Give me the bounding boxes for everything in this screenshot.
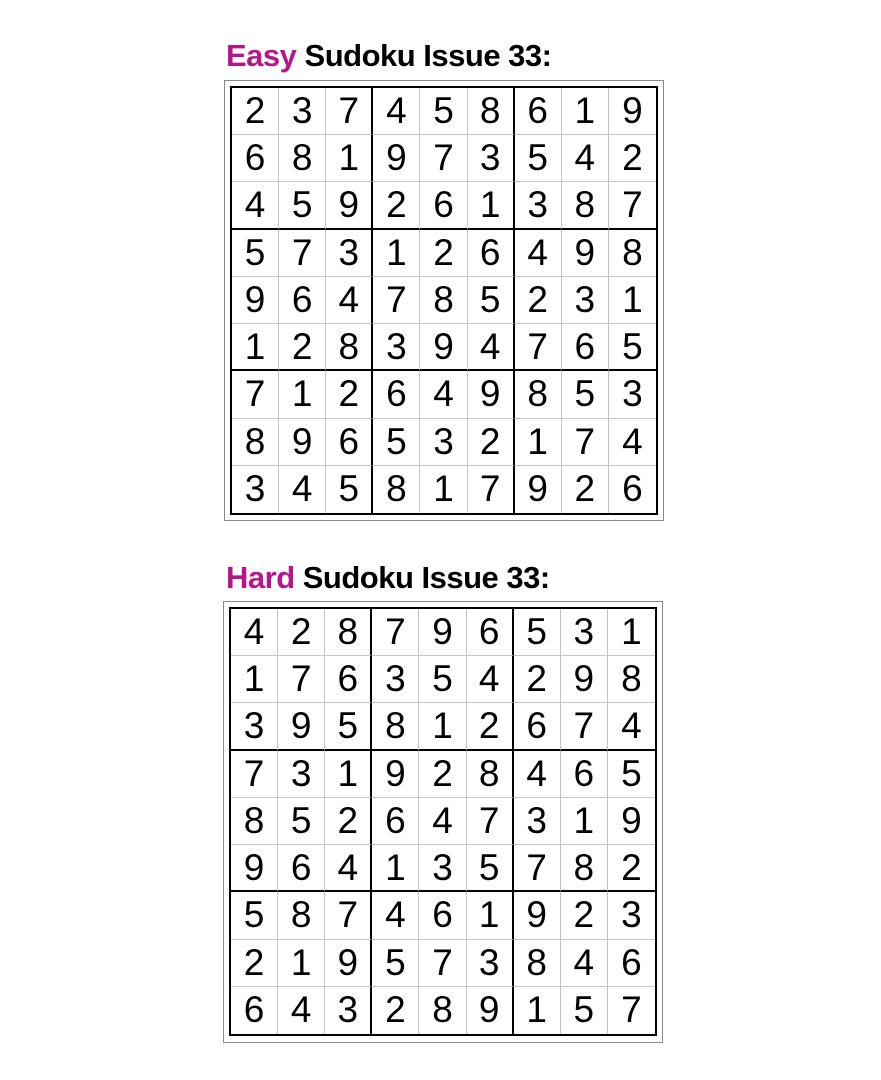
easy-cell-r8c4: 5 xyxy=(373,419,420,466)
easy-cell-r1c4: 4 xyxy=(373,88,420,135)
easy-cell-r5c3: 4 xyxy=(326,277,373,324)
easy-cell-r2c9: 2 xyxy=(609,135,656,182)
hard-cell-r7c3: 7 xyxy=(325,892,372,939)
hard-cell-r1c3: 8 xyxy=(325,609,372,656)
hard-cell-r2c5: 5 xyxy=(419,656,466,703)
hard-cell-r9c8: 5 xyxy=(561,987,608,1034)
hard-cell-r3c9: 4 xyxy=(608,703,655,750)
hard-cell-r9c1: 6 xyxy=(231,987,278,1034)
easy-cell-r9c7: 9 xyxy=(515,466,562,513)
easy-cell-r9c6: 7 xyxy=(468,466,515,513)
hard-cell-r7c7: 9 xyxy=(514,892,561,939)
hard-cell-r5c9: 9 xyxy=(608,798,655,845)
easy-cell-r8c8: 7 xyxy=(562,419,609,466)
easy-cell-r3c4: 2 xyxy=(373,182,420,229)
hard-cell-r4c6: 8 xyxy=(467,751,514,798)
easy-cell-r6c7: 7 xyxy=(515,324,562,371)
hard-cell-r5c8: 1 xyxy=(561,798,608,845)
easy-cell-r6c1: 1 xyxy=(232,324,279,371)
hard-cell-r3c6: 2 xyxy=(467,703,514,750)
hard-cell-r5c3: 2 xyxy=(325,798,372,845)
easy-cell-r8c7: 1 xyxy=(515,419,562,466)
easy-cell-r2c6: 3 xyxy=(468,135,515,182)
easy-cell-r4c1: 5 xyxy=(232,230,279,277)
hard-cell-r5c5: 4 xyxy=(419,798,466,845)
hard-cell-r9c2: 4 xyxy=(278,987,325,1034)
easy-cell-r3c3: 9 xyxy=(326,182,373,229)
hard-cell-r8c9: 6 xyxy=(608,940,655,987)
easy-cell-r6c3: 8 xyxy=(326,324,373,371)
easy-cell-r2c7: 5 xyxy=(515,135,562,182)
easy-cell-r1c1: 2 xyxy=(232,88,279,135)
hard-cell-r9c7: 1 xyxy=(514,987,561,1034)
easy-cell-r9c5: 1 xyxy=(420,466,467,513)
easy-cell-r6c6: 4 xyxy=(468,324,515,371)
hard-cell-r7c8: 2 xyxy=(561,892,608,939)
easy-cell-r9c9: 6 xyxy=(622,468,643,510)
easy-cell-r6c4: 3 xyxy=(373,324,420,371)
hard-cell-r4c3: 1 xyxy=(325,751,372,798)
easy-cell-r6c5: 9 xyxy=(420,324,467,371)
hard-cell-r2c8: 9 xyxy=(561,656,608,703)
hard-cell-r1c9: 1 xyxy=(608,609,655,656)
hard-cell-r1c5: 9 xyxy=(419,609,466,656)
hard-cell-r5c7: 3 xyxy=(514,798,561,845)
hard-cell-r4c1: 7 xyxy=(231,751,278,798)
easy-title-text: Sudoku Issue 33: xyxy=(296,38,552,73)
hard-cell-r6c5: 3 xyxy=(419,845,466,892)
hard-cell-r1c8: 3 xyxy=(561,609,608,656)
easy-cell-r6c2: 2 xyxy=(279,324,326,371)
easy-cell-r3c1: 4 xyxy=(232,182,279,229)
hard-cell-r8c8: 4 xyxy=(561,940,608,987)
easy-cell-r3c9: 7 xyxy=(609,182,656,229)
easy-cell-r4c3: 3 xyxy=(326,230,373,277)
hard-cell-r7c4: 4 xyxy=(372,892,419,939)
easy-cell-r5c6: 5 xyxy=(468,277,515,324)
hard-cell-r3c2: 9 xyxy=(278,703,325,750)
hard-cell-r6c1: 9 xyxy=(231,845,278,892)
easy-cell-r5c9: 1 xyxy=(609,277,656,324)
easy-cell-r1c9: 9 xyxy=(609,88,656,135)
hard-cell-r9c3: 3 xyxy=(325,987,372,1034)
hard-cell-r4c7: 4 xyxy=(514,751,561,798)
hard-cell-r6c4: 1 xyxy=(372,845,419,892)
easy-cell-r5c8: 3 xyxy=(562,277,609,324)
hard-cell-r1c7: 5 xyxy=(514,609,561,656)
hard-cell-r4c9: 5 xyxy=(608,751,655,798)
hard-cell-r6c3: 4 xyxy=(325,845,372,892)
hard-cell-r6c2: 6 xyxy=(278,845,325,892)
easy-cell-r4c9: 8 xyxy=(609,230,656,277)
hard-cell-r5c4: 6 xyxy=(372,798,419,845)
easy-cell-r6c9: 5 xyxy=(609,324,656,371)
hard-cell-r3c1: 3 xyxy=(231,703,278,750)
hard-level-label: Hard xyxy=(226,560,295,595)
easy-cell-r4c8: 9 xyxy=(562,230,609,277)
hard-cell-r6c7: 7 xyxy=(514,845,561,892)
easy-cell-r1c5: 5 xyxy=(420,88,467,135)
hard-cell-r4c8: 6 xyxy=(561,751,608,798)
easy-cell-r9c8: 2 xyxy=(562,466,609,513)
hard-cell-r4c4: 9 xyxy=(372,751,419,798)
easy-cell-r7c1: 7 xyxy=(232,371,279,418)
easy-cell-r5c1: 9 xyxy=(232,277,279,324)
easy-cell-r2c4: 9 xyxy=(373,135,420,182)
hard-cell-r8c4: 5 xyxy=(372,940,419,987)
hard-cell-r8c2: 1 xyxy=(278,940,325,987)
easy-cell-r5c2: 6 xyxy=(279,277,326,324)
easy-cell-r4c2: 7 xyxy=(279,230,326,277)
hard-cell-r3c4: 8 xyxy=(372,703,419,750)
easy-cell-r2c2: 8 xyxy=(279,135,326,182)
easy-cell-r7c7: 8 xyxy=(515,371,562,418)
hard-cell-r9c9: 7 xyxy=(621,989,642,1031)
hard-cell-r8c3: 9 xyxy=(325,940,372,987)
easy-sudoku-title xyxy=(226,38,551,74)
easy-cell-r5c4: 7 xyxy=(373,277,420,324)
hard-cell-r8c5: 7 xyxy=(419,940,466,987)
easy-cell-r9c4: 8 xyxy=(373,466,420,513)
easy-level-label: Easy xyxy=(226,38,297,73)
easy-cell-r3c8: 8 xyxy=(562,182,609,229)
easy-sudoku-frame xyxy=(224,80,664,521)
hard-cell-r3c7: 6 xyxy=(514,703,561,750)
hard-sudoku-frame xyxy=(223,601,663,1043)
hard-cell-r7c2: 8 xyxy=(278,892,325,939)
easy-cell-r2c3: 1 xyxy=(326,135,373,182)
easy-cell-r7c5: 4 xyxy=(420,371,467,418)
hard-cell-r1c4: 7 xyxy=(372,609,419,656)
easy-cell-r3c6: 1 xyxy=(468,182,515,229)
easy-cell-r1c7: 6 xyxy=(515,88,562,135)
hard-cell-r8c7: 8 xyxy=(514,940,561,987)
hard-cell-r4c2: 3 xyxy=(278,751,325,798)
hard-cell-r6c6: 5 xyxy=(467,845,514,892)
easy-cell-r3c5: 6 xyxy=(420,182,467,229)
hard-sudoku-title xyxy=(226,560,550,596)
hard-cell-r3c3: 5 xyxy=(325,703,372,750)
easy-cell-r1c8: 1 xyxy=(562,88,609,135)
hard-cell-r7c9: 3 xyxy=(608,892,655,939)
easy-cell-r4c7: 4 xyxy=(515,230,562,277)
easy-cell-r4c5: 2 xyxy=(420,230,467,277)
easy-cell-r9c2: 4 xyxy=(279,466,326,513)
easy-cell-r7c3: 2 xyxy=(326,371,373,418)
hard-cell-r6c8: 8 xyxy=(561,845,608,892)
easy-cell-r2c8: 4 xyxy=(562,135,609,182)
hard-title-text: Sudoku Issue 33: xyxy=(294,560,550,595)
easy-cell-r7c8: 5 xyxy=(562,371,609,418)
hard-cell-r1c2: 2 xyxy=(278,609,325,656)
hard-cell-r9c5: 8 xyxy=(419,987,466,1034)
easy-cell-r2c5: 7 xyxy=(420,135,467,182)
easy-cell-r8c6: 2 xyxy=(468,419,515,466)
easy-cell-r8c2: 9 xyxy=(279,419,326,466)
easy-cell-r7c4: 6 xyxy=(373,371,420,418)
easy-cell-r9c3: 5 xyxy=(326,466,373,513)
easy-cell-r1c6: 8 xyxy=(468,88,515,135)
easy-cell-r8c3: 6 xyxy=(326,419,373,466)
easy-cell-r4c6: 6 xyxy=(468,230,515,277)
hard-sudoku-grid xyxy=(229,607,657,1036)
hard-cell-r2c4: 3 xyxy=(372,656,419,703)
hard-cell-r7c6: 1 xyxy=(467,892,514,939)
easy-cell-r5c5: 8 xyxy=(420,277,467,324)
hard-cell-r8c1: 2 xyxy=(231,940,278,987)
hard-cell-r2c7: 2 xyxy=(514,656,561,703)
easy-cell-r7c9: 3 xyxy=(609,371,656,418)
hard-cell-r7c1: 5 xyxy=(231,892,278,939)
easy-cell-r3c2: 5 xyxy=(279,182,326,229)
hard-cell-r9c6: 9 xyxy=(467,987,514,1034)
hard-cell-r1c6: 6 xyxy=(467,609,514,656)
easy-cell-r1c3: 7 xyxy=(326,88,373,135)
hard-cell-r3c8: 7 xyxy=(561,703,608,750)
hard-cell-r2c6: 4 xyxy=(467,656,514,703)
easy-cell-r8c1: 8 xyxy=(232,419,279,466)
hard-cell-r5c1: 8 xyxy=(231,798,278,845)
hard-cell-r8c6: 3 xyxy=(467,940,514,987)
easy-cell-r4c4: 1 xyxy=(373,230,420,277)
easy-cell-r2c1: 6 xyxy=(232,135,279,182)
hard-cell-r5c2: 5 xyxy=(278,798,325,845)
hard-cell-r3c5: 1 xyxy=(419,703,466,750)
hard-cell-r4c5: 2 xyxy=(419,751,466,798)
easy-cell-r5c7: 2 xyxy=(515,277,562,324)
hard-cell-r2c2: 7 xyxy=(278,656,325,703)
easy-cell-r3c7: 3 xyxy=(515,182,562,229)
hard-cell-r6c9: 2 xyxy=(608,845,655,892)
easy-cell-r8c9: 4 xyxy=(609,419,656,466)
easy-sudoku-grid xyxy=(230,86,658,515)
easy-cell-r7c2: 1 xyxy=(279,371,326,418)
easy-cell-r1c2: 3 xyxy=(279,88,326,135)
easy-cell-r6c8: 6 xyxy=(562,324,609,371)
hard-cell-r5c6: 7 xyxy=(467,798,514,845)
easy-cell-r8c5: 3 xyxy=(420,419,467,466)
hard-cell-r2c1: 1 xyxy=(231,656,278,703)
easy-cell-r9c1: 3 xyxy=(232,466,279,513)
hard-cell-r7c5: 6 xyxy=(419,892,466,939)
hard-cell-r2c3: 6 xyxy=(325,656,372,703)
hard-cell-r1c1: 4 xyxy=(231,609,278,656)
hard-cell-r2c9: 8 xyxy=(608,656,655,703)
hard-cell-r9c4: 2 xyxy=(372,987,419,1034)
easy-cell-r7c6: 9 xyxy=(468,371,515,418)
